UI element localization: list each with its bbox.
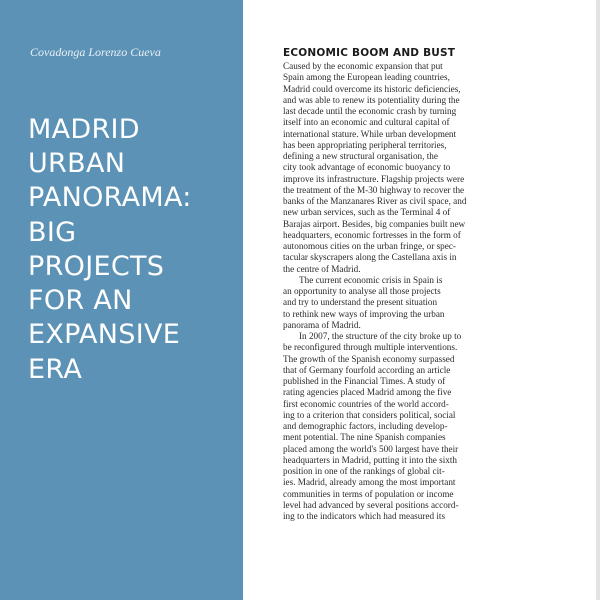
- title-line: EXPANSIVE: [28, 319, 181, 351]
- title-line: URBAN: [28, 148, 126, 180]
- article-title: [28, 113, 238, 387]
- text-line: defining a new structural organisation, the: [283, 151, 438, 161]
- text-line: Madrid could overcome its historic deficiencies,: [283, 83, 461, 94]
- text-line: the centre of Madrid.: [283, 263, 361, 274]
- title-line: MADRID: [28, 114, 140, 146]
- body-paragraph: [283, 61, 545, 275]
- text-line: ies. Madrid, already among the most important: [283, 477, 456, 488]
- text-line: improve its infrastructure. Flagship projects were: [283, 173, 465, 184]
- text-line: Barajas airport. Besides, big companies built new: [283, 218, 466, 229]
- text-line: banks of the Manzanares River as civil space, and: [283, 196, 467, 206]
- title-line: BIG: [28, 216, 77, 248]
- text-line: ing to a criterion that considers political, social: [283, 409, 456, 420]
- text-line: Spain among the European leading countries,: [283, 72, 450, 83]
- text-line: be reconfigured through multiple interventions.: [283, 342, 458, 353]
- text-line: an opportunity to analyse all those projects: [283, 286, 441, 296]
- page-edge: [596, 0, 600, 600]
- text-line: placed among the world's 500 largest have their: [283, 443, 459, 454]
- text-line: that of Germany fourfold according an article: [283, 364, 451, 375]
- text-line: position in one of the rankings of global cit-: [283, 466, 445, 476]
- title-line: ERA: [28, 353, 83, 385]
- title-panel: [0, 0, 243, 600]
- paragraphs: [283, 61, 545, 522]
- title-line: PANORAMA:: [28, 182, 192, 214]
- body-paragraph: [283, 275, 545, 331]
- text-line: and demographic factors, including develop-: [283, 421, 448, 431]
- text-line: ing to the indicators which had measured its: [283, 511, 446, 521]
- text-line: The growth of the Spanish economy surpassed: [283, 353, 455, 364]
- text-line: published in the Financial Times. A study of: [283, 376, 446, 386]
- author-name: Covadonga Lorenzo Cueva: [30, 45, 161, 59]
- text-line: Caused by the economic expansion that put: [283, 61, 443, 71]
- text-line: new urban services, such as the Terminal 4 of: [283, 207, 451, 218]
- text-line: communities in terms of population or income: [283, 488, 454, 499]
- text-line: tacular skyscrapers along the Castellana axis in: [283, 252, 457, 263]
- title-line: FOR AN: [28, 285, 133, 317]
- text-line: ment potential. The nine Spanish companies: [283, 432, 446, 443]
- text-line: city took advantage of economic buoyancy to: [283, 162, 451, 173]
- text-line: rating agencies placed Madrid among the five: [283, 387, 452, 398]
- body-paragraph: [283, 331, 545, 522]
- text-line: international stature. While urban development: [283, 128, 457, 139]
- text-line: level had advanced by several positions accord-: [283, 499, 459, 510]
- text-line: headquarters, economic fortresses in the form of: [283, 229, 461, 240]
- text-line: In 2007, the structure of the city broke up to: [299, 331, 462, 341]
- section-heading: ECONOMIC BOOM AND BUST: [283, 47, 456, 59]
- text-line: last decade until the economic crash by turning: [283, 106, 457, 116]
- text-line: and try to understand the present situation: [283, 297, 438, 308]
- title-line: PROJECTS: [28, 250, 165, 282]
- text-line: to rethink new ways of improving the urban: [283, 308, 445, 319]
- text-line: the treatment of the M-30 highway to recover the: [283, 184, 465, 195]
- text-line: autonomous cities on the urban fringe, or spec-: [283, 241, 456, 251]
- text-line: headquarters in Madrid, putting it into the sixth: [283, 454, 458, 465]
- text-line: itself into an economic and cultural capital of: [283, 117, 450, 128]
- text-line: panorama of Madrid.: [283, 319, 361, 330]
- text-line: first economic countries of the world accord-: [283, 398, 449, 409]
- text-line: The current economic crisis in Spain is: [299, 274, 443, 285]
- text-line: has been appropriating peripheral territories,: [283, 139, 447, 150]
- article-body: [283, 47, 545, 522]
- text-line: and was able to renew its potentiality during the: [283, 94, 460, 105]
